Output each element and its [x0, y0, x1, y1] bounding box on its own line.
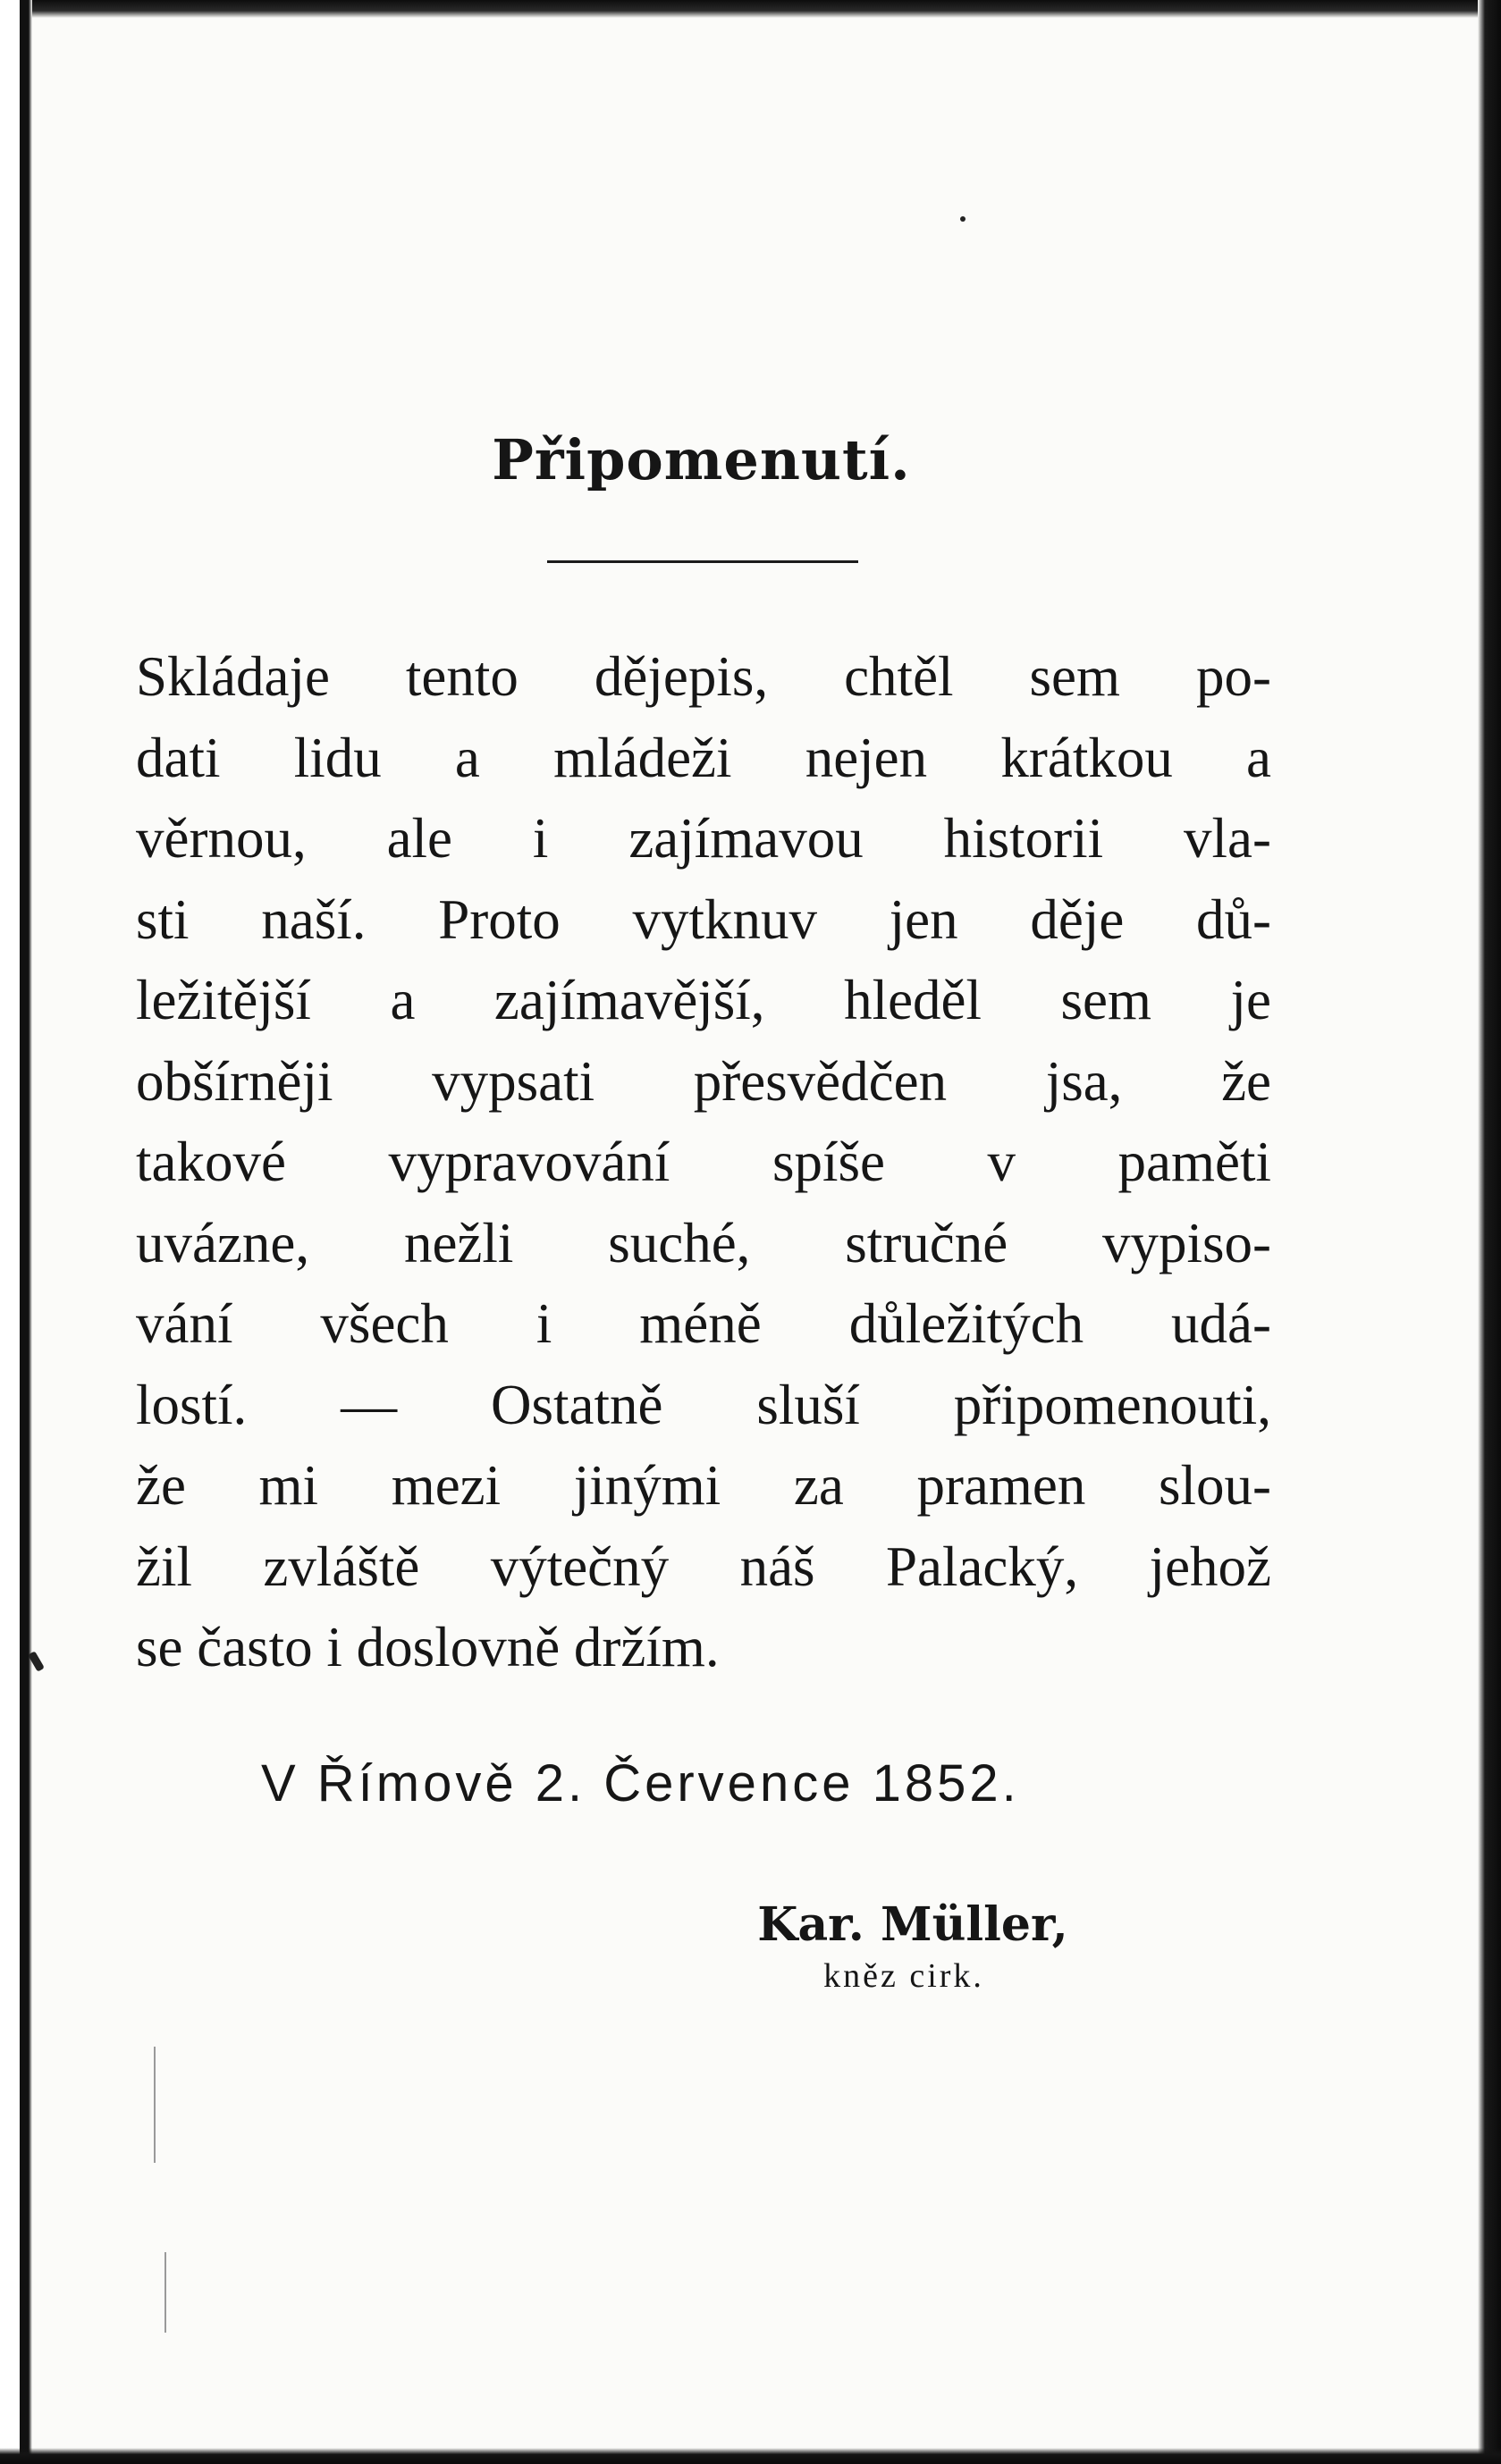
body-paragraph	[136, 636, 1271, 1688]
body-line: Skládaje tento dějepis, chtěl sem po-	[136, 645, 1271, 708]
scan-edge-bottom	[0, 2448, 1501, 2464]
body-line: žil zvláště výtečný náš Palacký, jehož	[136, 1535, 1271, 1598]
body-line: takové vypravování spíše v paměti	[136, 1131, 1271, 1193]
signature-title: kněz cirk.	[823, 1957, 984, 1995]
scan-scratch	[164, 2252, 166, 2333]
body-line: uvázne, nežli suché, stručné vypiso-	[136, 1211, 1271, 1274]
signature-name: Kar. Müller,	[757, 1897, 1068, 1952]
body-line: vání všech i méně důležitých udá-	[136, 1292, 1271, 1355]
body-line: se často i doslovně držím.	[136, 1616, 720, 1678]
body-line: věrnou, ale i zajímavou historii vla-	[136, 807, 1271, 870]
body-line: ležitější a zajímavější, hleděl sem je	[136, 969, 1271, 1031]
signature-block	[721, 1896, 1105, 1998]
scan-edge-right	[1478, 0, 1501, 2464]
scan-scratch	[154, 2047, 156, 2163]
title-rule	[547, 560, 858, 563]
body-line: dati lidu a mládeži nejen krátkou a	[136, 726, 1271, 789]
scan-edge-top	[0, 0, 1501, 18]
body-line: sti naší. Proto vytknuv jen děje dů-	[136, 887, 1271, 951]
page-title: Připomenutí.	[492, 427, 911, 492]
scan-edge-left	[0, 0, 32, 2464]
body-line: obšírněji vypsati přesvědčen jsa, že	[136, 1049, 1271, 1113]
scan-speck	[960, 216, 966, 222]
body-line: že mi mezi jinými za pramen slou-	[136, 1454, 1271, 1517]
body-line: lostí. — Ostatně sluší připomenouti,	[136, 1373, 1271, 1436]
date-line: V Římově 2. Července 1852.	[261, 1754, 1020, 1812]
